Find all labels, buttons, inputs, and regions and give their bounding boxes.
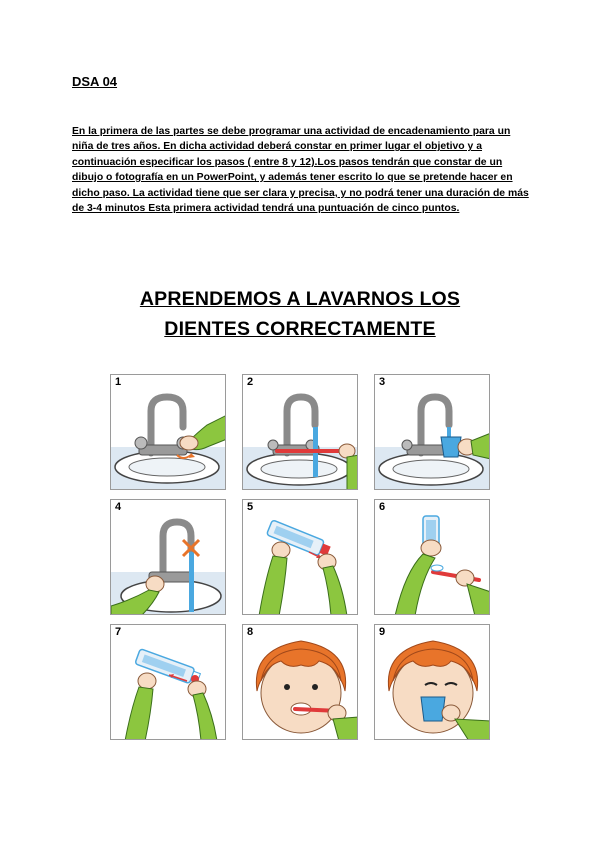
apply-toothpaste-illustration (375, 500, 490, 615)
step-number: 6 (379, 501, 386, 513)
open-tap-illustration (111, 375, 226, 490)
step-number: 1 (115, 376, 122, 388)
step-panel-9 (374, 624, 490, 740)
step-number: 4 (115, 501, 122, 513)
step-panel-4 (110, 499, 226, 615)
step-panel-7 (110, 624, 226, 740)
step-panel-1 (110, 374, 226, 490)
step-number: 5 (247, 501, 254, 513)
step-number: 2 (247, 376, 254, 388)
close-toothpaste-illustration (111, 625, 226, 740)
title-line-2: DIENTES CORRECTAMENTE (164, 318, 436, 340)
step-panel-8 (242, 624, 358, 740)
document-heading: DSA 04 (72, 74, 118, 89)
step-panel-5 (242, 499, 358, 615)
step-number: 7 (115, 626, 122, 638)
brush-teeth-illustration (243, 625, 358, 740)
instructions-paragraph: En la primera de las partes se debe programar una actividad de encadenamiento para un niña de tres años. En dicha actividad deberá constar en primer lugar el objetivo y a continuación especificar los pasos ( entre 8 y 12).Los pasos tendrán que constar de un dibujo o fotografía en un PowerPoint, y además tener escrito lo que se pretende hacer en dicho paso. La actividad tiene que ser clara y precisa, y no podrá tener una duración de más de 3-4 minutos Esta primera actividad tendrá una puntuación de cinco puntos. (72, 126, 529, 215)
step-number: 3 (379, 376, 386, 388)
step-panel-6 (374, 499, 490, 615)
title-line-1: APRENDEMOS A LAVARNOS LOS (139, 288, 461, 310)
fill-cup-illustration (375, 375, 490, 490)
close-tap-illustration (111, 500, 226, 615)
step-panel-3 (374, 374, 490, 490)
open-toothpaste-illustration (243, 500, 358, 615)
wet-brush-illustration (243, 375, 358, 490)
step-number: 8 (247, 626, 254, 638)
steps-grid (110, 374, 490, 740)
step-panel-2 (242, 374, 358, 490)
step-number: 9 (379, 626, 386, 638)
worksheet-title (60, 284, 540, 344)
rinse-mouth-illustration (375, 625, 490, 740)
